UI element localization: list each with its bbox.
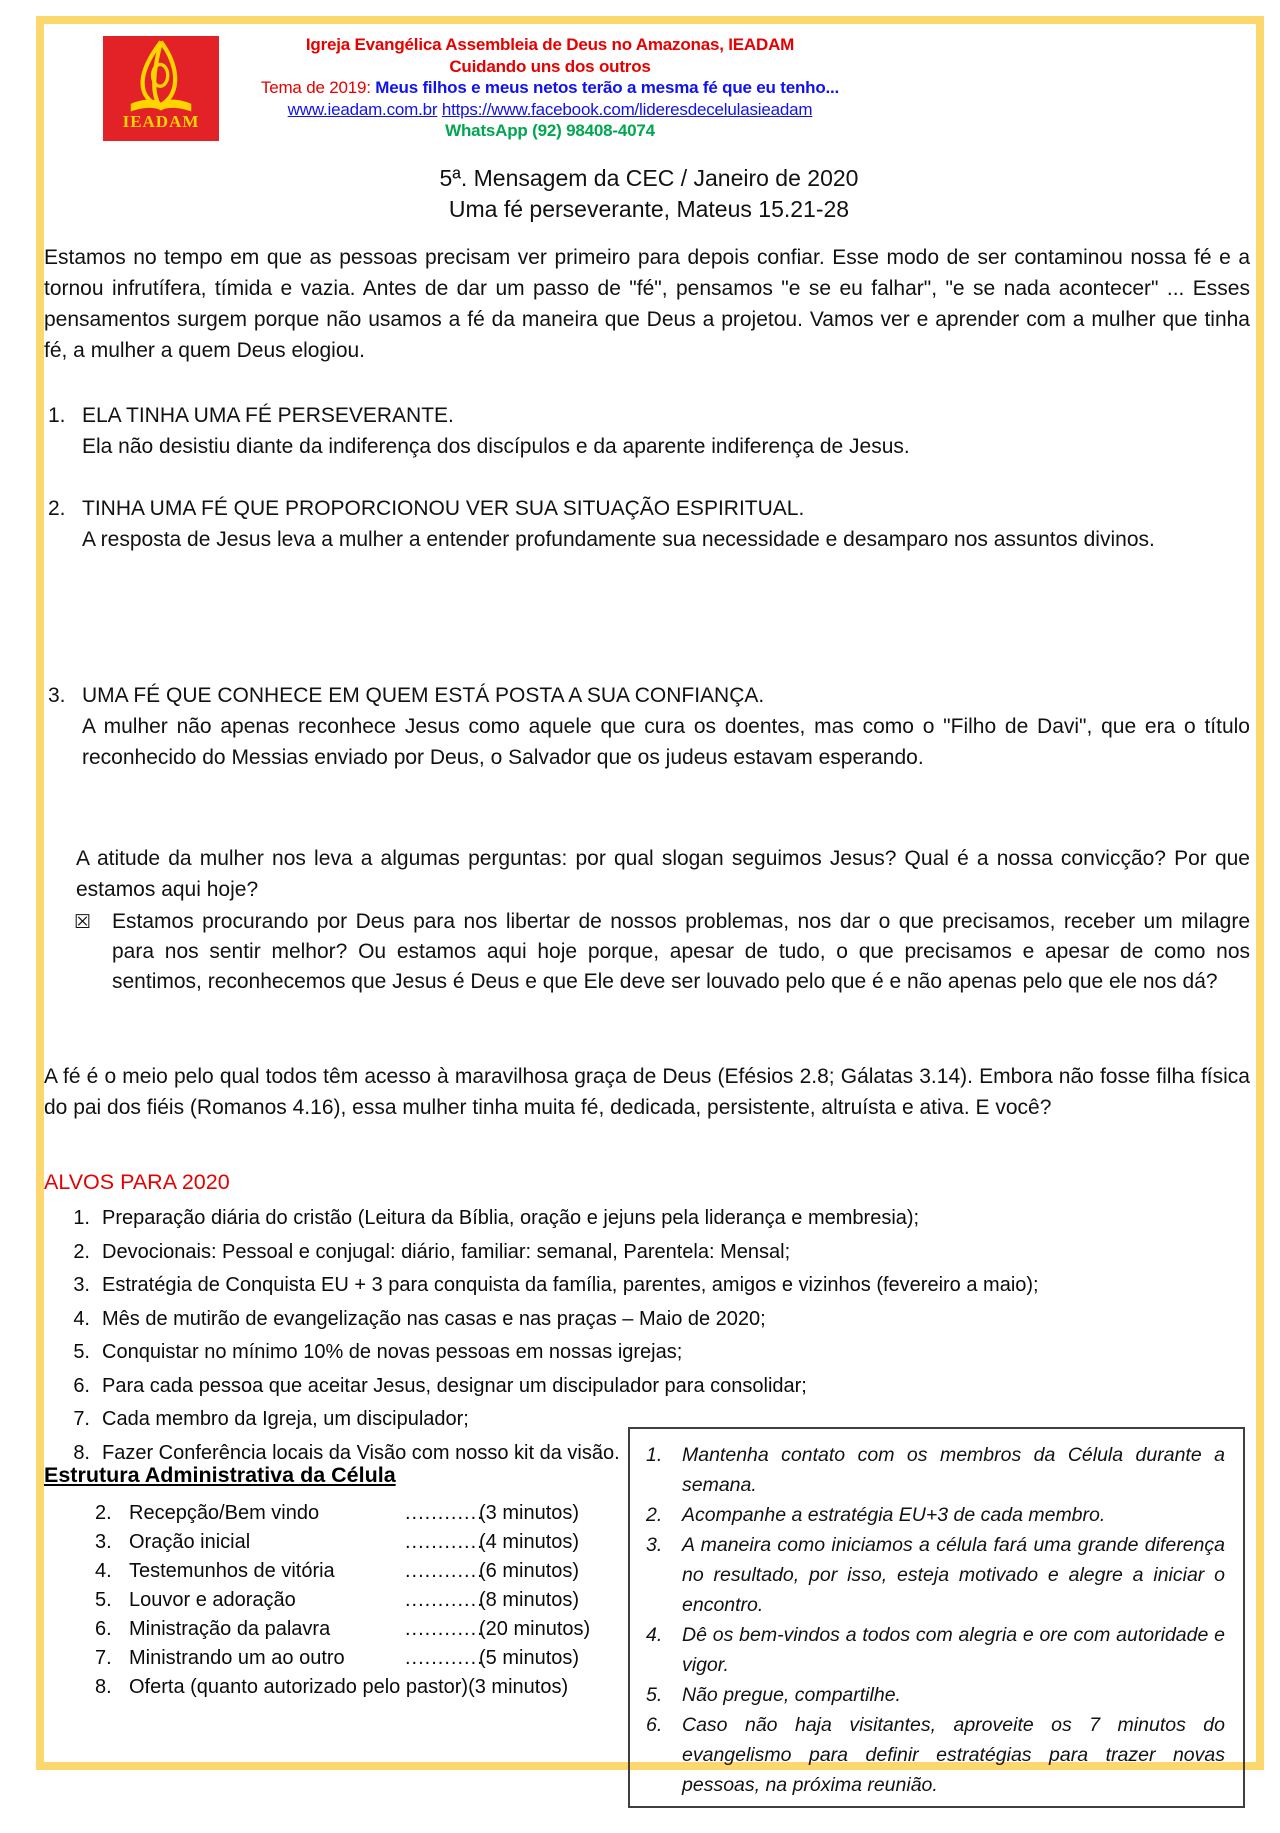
note-item bbox=[646, 1710, 1225, 1800]
note-item-text: Dê os bem-vindos a todos com alegria e ore com autoridade e vigor. bbox=[682, 1624, 1225, 1676]
estrutura-heading: Estrutura Administrativa da Célula bbox=[44, 1463, 396, 1487]
alvos-item bbox=[64, 1236, 1244, 1270]
alvos-item bbox=[64, 1303, 1244, 1337]
alvos-item bbox=[64, 1370, 1244, 1404]
alvos-item bbox=[64, 1202, 1244, 1236]
intro-paragraph: Estamos no tempo em que as pessoas precisam ver primeiro para depois confiar. Esse modo de ser contaminou nossa fé e a tornou infrutífera, tímida e vazia. Antes de dar um passo de "fé", pensamos "e se eu falhar", "e se nada acontecer" ... Esses pensamentos surgem porque não usamos a fé da maneira que Deus a projetou. Vamos ver e aprender com a mulher que tinha fé, a mulher a quem Deus elogiou. bbox=[44, 246, 1250, 362]
estrutura-item-time: (4 minutos) bbox=[479, 1531, 580, 1553]
flame-and-book-icon bbox=[119, 40, 203, 114]
note-item-text: Não pregue, compartilhe. bbox=[682, 1684, 901, 1706]
alvos-item-number: 5. bbox=[73, 1341, 90, 1363]
alvos-item-text: Estratégia de Conquista EU + 3 para conquista da família, parentes, amigos e vizinhos (fevereiro a maio); bbox=[102, 1274, 1039, 1296]
note-item bbox=[646, 1680, 1225, 1710]
leader-dots: ............ bbox=[405, 1560, 484, 1582]
alvos-item-text: Conquistar no mínimo 10% de novas pessoas em nossas igrejas; bbox=[102, 1341, 683, 1363]
alvos-item-number: 2. bbox=[73, 1240, 90, 1263]
estrutura-item-label: Oração inicial bbox=[129, 1531, 251, 1553]
point-1-body: Ela não desistiu diante da indiferença dos discípulos e da aparente indiferença de Jesus. bbox=[82, 435, 910, 458]
estrutura-item-number: 7. bbox=[95, 1647, 112, 1669]
open-book-icon bbox=[131, 100, 191, 112]
leader-notes-box bbox=[628, 1427, 1245, 1808]
estrutura-item-time: (20 minutos) bbox=[479, 1618, 591, 1640]
estrutura-item-label: Oferta (quanto autorizado pelo pastor) bbox=[129, 1676, 469, 1698]
estrutura-list bbox=[95, 1499, 615, 1702]
alvos-item-number: 1. bbox=[73, 1207, 90, 1229]
note-item bbox=[646, 1440, 1225, 1500]
website-link[interactable]: www.ieadam.com.br bbox=[287, 99, 438, 119]
point-3-heading: UMA FÉ QUE CONHECE EM QUEM ESTÁ POSTA A SUA CONFIANÇA. bbox=[82, 684, 765, 707]
point-1-number: 1. bbox=[48, 404, 66, 427]
leader-dots: ............ bbox=[405, 1618, 484, 1640]
estrutura-item bbox=[95, 1615, 615, 1644]
alvos-item-number: 7. bbox=[73, 1408, 90, 1430]
estrutura-item-time: (5 minutos) bbox=[479, 1647, 580, 1669]
alvos-item-number: 3. bbox=[73, 1274, 90, 1296]
estrutura-item-label: Ministração da palavra bbox=[129, 1618, 331, 1640]
title-line-2: Uma fé perseverante, Mateus 15.21-28 bbox=[448, 196, 850, 222]
alvos-item-number: 6. bbox=[73, 1374, 90, 1397]
bullet-item bbox=[74, 907, 1250, 997]
point-1-heading: ELA TINHA UMA FÉ PERSEVERANTE. bbox=[82, 404, 454, 427]
theme-label: Tema de 2019: bbox=[260, 78, 376, 97]
estrutura-item-label: Louvor e adoração bbox=[129, 1589, 296, 1611]
estrutura-item bbox=[95, 1528, 615, 1557]
note-item-text: Mantenha contato com os membros da Célula durante a semana. bbox=[682, 1444, 1225, 1496]
alvos-item-number: 8. bbox=[73, 1441, 90, 1464]
estrutura-item-time: (8 minutos) bbox=[479, 1589, 580, 1611]
estrutura-item-number: 6. bbox=[95, 1618, 112, 1640]
facebook-link[interactable]: https://www.facebook.com/lideresdecelulasieadam bbox=[441, 99, 813, 119]
estrutura-item-time: (3 minutos) bbox=[479, 1502, 580, 1524]
alvos-heading: ALVOS PARA 2020 bbox=[44, 1170, 230, 1194]
note-item-number: 4. bbox=[646, 1624, 663, 1646]
church-motto: Cuidando uns dos outros bbox=[449, 56, 651, 76]
note-item-number: 3. bbox=[646, 1534, 663, 1556]
estrutura-item-time: (3 minutos) bbox=[468, 1676, 569, 1698]
note-item-text: Caso não haja visitantes, aproveite os 7 minutos do evangelismo para definir estratégias para trazer novas pessoas, na próxima reunião. bbox=[682, 1714, 1225, 1796]
title-line-1: 5ª. Mensagem da CEC / Janeiro de 2020 bbox=[439, 165, 859, 191]
estrutura-item bbox=[95, 1673, 615, 1702]
links-line bbox=[230, 99, 870, 121]
theme-line bbox=[230, 77, 870, 99]
note-item-number: 6. bbox=[646, 1714, 663, 1736]
estrutura-item bbox=[95, 1644, 615, 1673]
note-item-number: 5. bbox=[646, 1684, 663, 1706]
alvos-item-text: Cada membro da Igreja, um discipulador; bbox=[102, 1408, 469, 1430]
point-3-number: 3. bbox=[48, 684, 66, 707]
alvos-item bbox=[64, 1269, 1244, 1303]
note-item-number: 2. bbox=[646, 1504, 663, 1526]
question-paragraph: A atitude da mulher nos leva a algumas perguntas: por qual slogan seguimos Jesus? Qual é a nossa convicção? Por que estamos aqui hoje? bbox=[76, 847, 1250, 901]
note-item bbox=[646, 1620, 1225, 1680]
leader-dots: ............ bbox=[405, 1502, 484, 1524]
leader-dots: ............ bbox=[405, 1531, 484, 1553]
leader-dots: ............ bbox=[405, 1647, 484, 1669]
estrutura-item-number: 2. bbox=[95, 1502, 112, 1524]
alvos-item-text: Preparação diária do cristão (Leitura da Bíblia, oração e jejuns pela liderança e membresia); bbox=[102, 1207, 920, 1229]
whatsapp-contact: WhatsApp (92) 98408-4074 bbox=[445, 121, 655, 140]
estrutura-item-number: 3. bbox=[95, 1531, 112, 1553]
leader-dots: ............ bbox=[405, 1589, 484, 1611]
closing-paragraph: A fé é o meio pelo qual todos têm acesso à maravilhosa graça de Deus (Efésios 2.8; Gálatas 3.14). Embora não fosse filha física do pai dos fiéis (Romanos 4.16), essa mulher tinha muita fé, dedicada, persistente, altruísta e ativa. E você? bbox=[44, 1065, 1250, 1119]
estrutura-item-label: Ministrando um ao outro bbox=[129, 1647, 345, 1669]
ballot-x-bullet-icon: ☒ bbox=[74, 912, 92, 933]
estrutura-item-label: Recepção/Bem vindo bbox=[129, 1502, 320, 1524]
point-1 bbox=[44, 400, 1250, 462]
note-item-text: Acompanhe a estratégia EU+3 de cada membro. bbox=[682, 1504, 1106, 1526]
ieadam-logo bbox=[103, 36, 219, 141]
alvos-item bbox=[64, 1336, 1244, 1370]
document-header bbox=[230, 34, 870, 142]
estrutura-item-number: 8. bbox=[95, 1676, 112, 1698]
bullet-text: Estamos procurando por Deus para nos libertar de nossos problemas, nos dar o que precisamos, receber um milagre para nos sentir melhor? Ou estamos aqui hoje porque, apesar de tudo, o que precisamos e apesar de como nos sentimos, reconhecemos que Jesus é Deus e que Ele deve ser louvado pelo que é e não apenas pelo que ele nos dá? bbox=[112, 910, 1250, 993]
estrutura-item bbox=[95, 1586, 615, 1615]
alvos-item-number: 4. bbox=[73, 1307, 90, 1330]
alvos-item-text: Mês de mutirão de evangelização nas casas e nas praças – Maio de 2020; bbox=[102, 1307, 766, 1330]
theme-text: Meus filhos e meus netos terão a mesma fé que eu tenho... bbox=[375, 78, 840, 97]
estrutura-item bbox=[95, 1557, 615, 1586]
church-name: Igreja Evangélica Assembleia de Deus no Amazonas, IEADAM bbox=[305, 35, 795, 54]
alvos-item-text: Devocionais: Pessoal e conjugal: diário, familiar: semanal, Parentela: Mensal; bbox=[102, 1240, 791, 1263]
estrutura-item-time: (6 minutos) bbox=[479, 1560, 580, 1582]
estrutura-item-number: 4. bbox=[95, 1560, 112, 1582]
point-3-body: A mulher não apenas reconhece Jesus como aquele que cura os doentes, mas como o "Filho de Davi", que era o título reconhecido do Messias enviado por Deus, o Salvador que os judeus estavam esperando. bbox=[82, 715, 1250, 769]
alvos-item-text: Fazer Conferência locais da Visão com nosso kit da visão. bbox=[102, 1441, 620, 1464]
message-title bbox=[44, 163, 1254, 225]
point-3 bbox=[44, 680, 1250, 773]
point-2-number: 2. bbox=[48, 497, 66, 520]
point-2-heading: TINHA UMA FÉ QUE PROPORCIONOU VER SUA SITUAÇÃO ESPIRITUAL. bbox=[82, 497, 805, 520]
note-item-text: A maneira como iniciamos a célula fará uma grande diferença no resultado, por isso, esteja motivado e alegre a iniciar o encontro. bbox=[682, 1534, 1225, 1616]
point-2-body: A resposta de Jesus leva a mulher a entender profundamente sua necessidade e desamparo nos assuntos divinos. bbox=[82, 528, 1155, 551]
estrutura-item-label: Testemunhos de vitória bbox=[129, 1560, 335, 1582]
note-item bbox=[646, 1500, 1225, 1530]
estrutura-item bbox=[95, 1499, 615, 1528]
logo-text: IEADAM bbox=[122, 112, 200, 131]
estrutura-item-number: 5. bbox=[95, 1589, 112, 1611]
alvos-item-text: Para cada pessoa que aceitar Jesus, designar um discipulador para consolidar; bbox=[102, 1374, 807, 1397]
point-2 bbox=[44, 493, 1250, 555]
note-item-number: 1. bbox=[646, 1444, 663, 1466]
note-item bbox=[646, 1530, 1225, 1620]
